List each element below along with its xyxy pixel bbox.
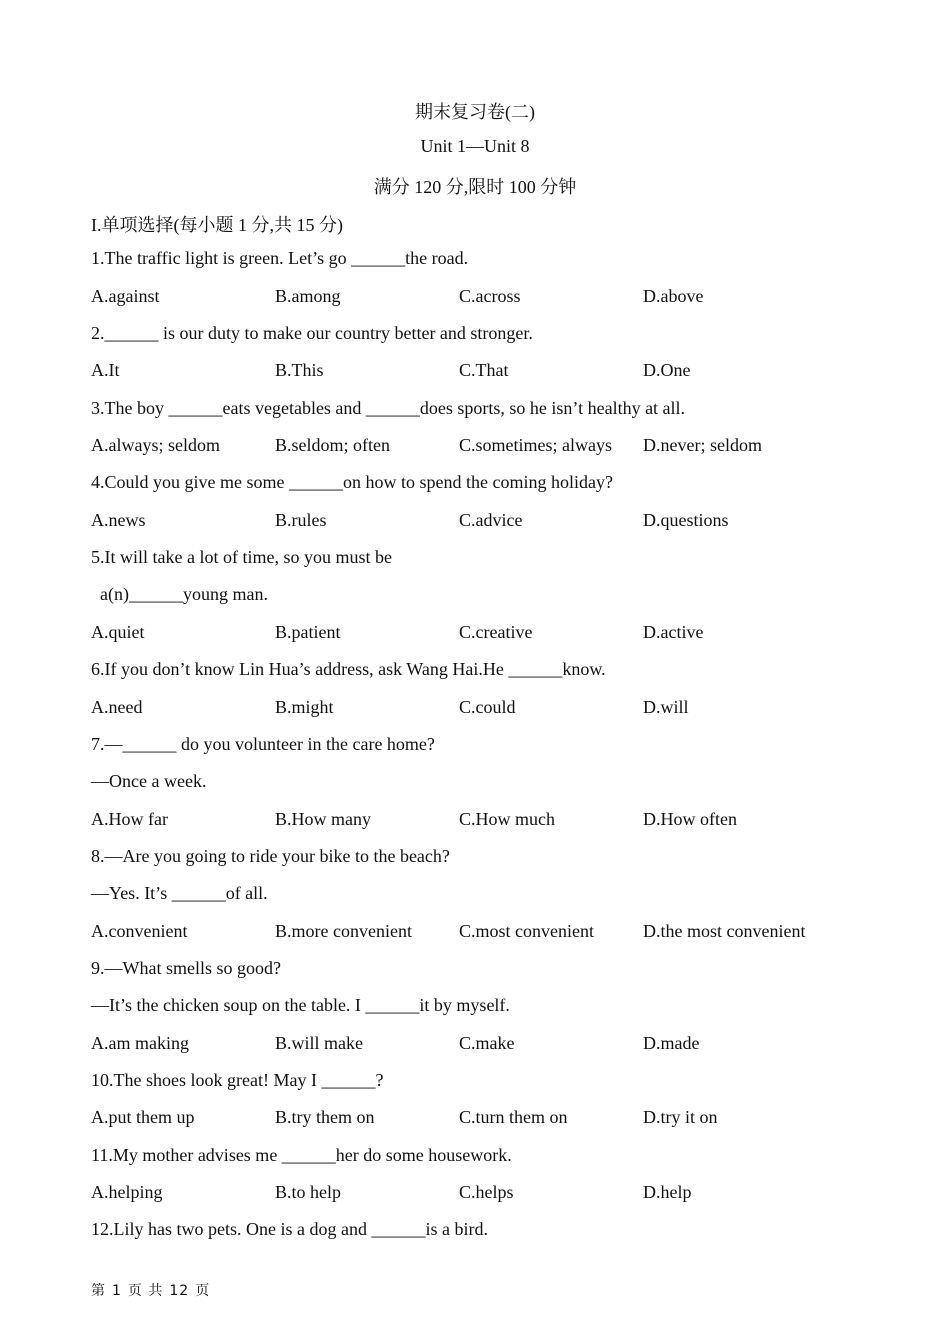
option-row xyxy=(91,286,931,310)
footer-prefix: 第 xyxy=(91,1283,106,1299)
option-c: C.sometimes; always xyxy=(459,435,612,455)
question-answer-line: —It’s the chicken soup on the table. I ______it by myself. xyxy=(91,995,510,1015)
question-stem: 11.My mother advises me ______her do some housework. xyxy=(91,1145,512,1165)
option-b: B.rules xyxy=(275,510,327,530)
option-c: C.helps xyxy=(459,1182,514,1202)
unit-range: Unit 1—Unit 8 xyxy=(420,136,530,156)
option-c: C.That xyxy=(459,360,509,380)
option-row xyxy=(91,809,931,833)
option-a: A.It xyxy=(91,360,120,380)
option-b: B.more convenient xyxy=(275,921,412,941)
option-a: A.helping xyxy=(91,1182,163,1202)
question-stem: 5.It will take a lot of time, so you must be xyxy=(91,547,392,567)
option-row xyxy=(91,360,931,384)
option-b: B.How many xyxy=(275,809,371,829)
option-a: A.put them up xyxy=(91,1107,195,1127)
score-info: 满分 120 分,限时 100 分钟 xyxy=(373,177,577,197)
option-row xyxy=(91,622,931,646)
option-c: C.How much xyxy=(459,809,555,829)
option-c: C.turn them on xyxy=(459,1107,568,1127)
question-stem: 4.Could you give me some ______on how to spend the coming holiday? xyxy=(91,472,613,492)
option-d: D.will xyxy=(643,697,689,717)
question-stem: 3.The boy ______eats vegetables and ______does sports, so he isn’t healthy at all. xyxy=(91,398,686,418)
question-stem: 1.The traffic light is green. Let’s go ______the road. xyxy=(91,248,469,268)
option-a: A.news xyxy=(91,510,146,530)
option-d: D.never; seldom xyxy=(643,435,762,455)
option-a: A.always; seldom xyxy=(91,435,220,455)
option-b: B.This xyxy=(275,360,324,380)
footer-page-number: 1 xyxy=(112,1283,122,1299)
section-heading: I.单项选择(每小题 1 分,共 15 分) xyxy=(91,215,343,235)
option-row xyxy=(91,1033,931,1057)
option-b: B.patient xyxy=(275,622,341,642)
option-row xyxy=(91,921,931,945)
option-a: A.How far xyxy=(91,809,168,829)
option-row xyxy=(91,697,931,721)
option-d: D.One xyxy=(643,360,691,380)
option-d: D.active xyxy=(643,622,704,642)
option-b: B.try them on xyxy=(275,1107,375,1127)
question-stem: 10.The shoes look great! May I ______? xyxy=(91,1070,384,1090)
option-c: C.make xyxy=(459,1033,515,1053)
option-b: B.might xyxy=(275,697,334,717)
option-d: D.above xyxy=(643,286,704,306)
question-stem: 12.Lily has two pets. One is a dog and ______is a bird. xyxy=(91,1219,488,1239)
question-stem: 9.—What smells so good? xyxy=(91,958,281,978)
option-d: D.help xyxy=(643,1182,692,1202)
question-answer-line: —Once a week. xyxy=(91,771,207,791)
question-stem: 2.______ is our duty to make our country better and stronger. xyxy=(91,323,533,343)
option-b: B.will make xyxy=(275,1033,363,1053)
option-a: A.am making xyxy=(91,1033,189,1053)
option-a: A.convenient xyxy=(91,921,188,941)
option-d: D.How often xyxy=(643,809,737,829)
footer-middle: 页 共 xyxy=(127,1283,164,1299)
option-d: D.questions xyxy=(643,510,729,530)
option-b: B.seldom; often xyxy=(275,435,390,455)
question-stem: 6.If you don’t know Lin Hua’s address, ask Wang Hai.He ______know. xyxy=(91,659,606,679)
question-stem: 7.—______ do you volunteer in the care home? xyxy=(91,734,435,754)
option-c: C.advice xyxy=(459,510,523,530)
option-d: D.made xyxy=(643,1033,700,1053)
option-a: A.against xyxy=(91,286,160,306)
page-title: 期末复习卷(二) xyxy=(415,102,535,122)
footer-suffix: 页 xyxy=(195,1283,211,1299)
option-b: B.to help xyxy=(275,1182,341,1202)
option-row xyxy=(91,1182,931,1206)
option-c: C.across xyxy=(459,286,521,306)
question-answer-line: —Yes. It’s ______of all. xyxy=(91,883,268,903)
option-c: C.most convenient xyxy=(459,921,594,941)
option-a: A.need xyxy=(91,697,143,717)
option-d: D.try it on xyxy=(643,1107,718,1127)
option-row xyxy=(91,510,931,534)
option-b: B.among xyxy=(275,286,341,306)
page-footer xyxy=(91,1280,216,1300)
question-stem-continued: a(n)______young man. xyxy=(100,584,268,604)
option-a: A.quiet xyxy=(91,622,145,642)
footer-total-pages: 12 xyxy=(169,1283,190,1299)
option-row xyxy=(91,1107,931,1131)
question-stem: 8.—Are you going to ride your bike to the beach? xyxy=(91,846,450,866)
option-c: C.creative xyxy=(459,622,533,642)
option-d: D.the most convenient xyxy=(643,921,806,941)
option-c: C.could xyxy=(459,697,516,717)
option-row xyxy=(91,435,931,459)
